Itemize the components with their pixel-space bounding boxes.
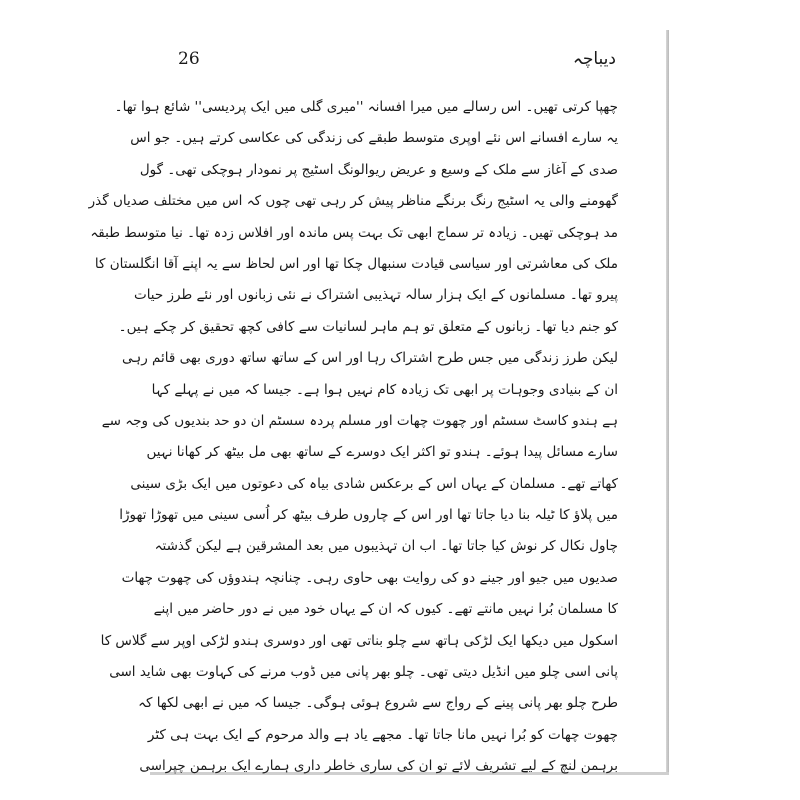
text-line: ہے ہندو کاسٹ سسٹم اور چھوت چھات اور مسلم پردہ سسٹم ان دو حد بندیوں کی وجہ سے (101, 412, 618, 429)
text-line: یہ سارے افسانے اس نئے اوپری متوسط طبقے کی زندگی کی عکاسی کرتے ہیں۔ جو اس (130, 130, 618, 147)
text-line: ان کے بنیادی وجوہات پر ابھی تک زیادہ کام نہیں ہوا ہے۔ جیسا کہ میں نے پہلے کہا (151, 381, 618, 398)
text-line: صدی کے آغاز سے ملک کے وسیع و عریض ریوالونگ اسٹیج پر نمودار ہوچکی تھی۔ گول (139, 161, 618, 178)
page-number: 26 (178, 49, 200, 69)
text-line: گھومنے والی یہ اسٹیج رنگ برنگے مناظر پیش کر رہی تھی چوں کہ اس میں مختلف صدیاں گذر (88, 193, 618, 210)
text-line: لیکن طرز زندگی میں جس طرح اشتراک رہا اور اس کے ساتھ ساتھ دوری بھی قائم رہی (122, 350, 618, 367)
text-line: چھوت چھات کو بُرا نہیں مانا جاتا تھا۔ مجھے یاد ہے والد مرحوم کے ایک بہت ہی کٹر (147, 726, 618, 743)
text-line: میں پلاؤ کا ٹیلہ بنا دیا جاتا تھا اور اس کے چاروں طرف بیٹھ کر اُسی سینی میں تھوڑا تھوڑا (119, 507, 618, 524)
text-line: کھاتے تھے۔ مسلمان کے یہاں اس کے برعکس شادی بیاہ کی دعوتوں میں ایک بڑی سینی (130, 475, 618, 492)
text-line: طرح چلو بھر پانی پینے کے رواج سے شروع ہوئی ہوگی۔ جیسا کہ میں نے ابھی لکھا کہ (138, 695, 618, 712)
text-line: صدیوں میں جیو اور جینے دو کی روایت بھی حاوی رہی۔ چنانچہ ہندوؤں کی چھوت چھات (121, 569, 618, 586)
text-line: ملک کی معاشرتی اور سیاسی قیادت سنبھال چکا تھا اور اس لحاظ سے یہ اپنے آقا انگلستان کا (94, 255, 618, 272)
text-line: برہمن لنچ کے لیے تشریف لائے تو ان کی ساری خاطر داری ہمارے ایک برہمن چپراسی (139, 758, 618, 775)
text-line: پانی اسی چلو میں انڈیل دیتی تھی۔ چلو بھر پانی میں ڈوب مرنے کی کہاوت بھی شاید اسی (109, 664, 618, 681)
text-line: چاول نکال کر نوش کیا جاتا تھا۔ اب ان تہذیبوں میں بعد المشرقین ہے لیکن گذشتہ (154, 538, 618, 555)
text-line: مد ہوچکی تھیں۔ زیادہ تر سماج ابھی تک بہت پس ماندہ اور افلاس زدہ تھا۔ نیا متوسط طبقہ (90, 224, 618, 241)
text-line: کا مسلمان بُرا نہیں مانتے تھے۔ کیوں کہ ان کے یہاں خود میں نے دور حاضر میں اپنے (153, 601, 618, 618)
running-head: دیباچہ (572, 49, 616, 69)
body-text (88, 92, 618, 783)
text-line: اسکول میں دیکھا ایک لڑکی ہاتھ سے چلو بناتی تھی اور دوسری ہندو لڑکی اوپر سے گلاس کا (100, 632, 618, 649)
text-line: پیرو تھا۔ مسلمانوں کے ایک ہزار سالہ تہذیبی اشتراک نے نئی زبانوں اور نئے طرز حیات (133, 287, 618, 304)
page-edge-shadow (666, 30, 669, 775)
page-header (178, 48, 616, 74)
text-line: کو جنم دیا تھا۔ زبانوں کے متعلق تو ہم ماہر لسانیات سے کافی کچھ تحقیق کر چکے ہیں۔ (118, 318, 618, 335)
text-line: چھپا کرتی تھیں۔ اس رسالے میں میرا افسانہ ''میری گلی میں ایک پردیسی'' شائع ہوا تھا۔ (114, 99, 618, 115)
text-line: سارے مسائل پیدا ہوئے۔ ہندو تو اکثر ایک دوسرے کے ساتھ بھی مل بیٹھ کر کھانا نہیں (146, 444, 618, 461)
